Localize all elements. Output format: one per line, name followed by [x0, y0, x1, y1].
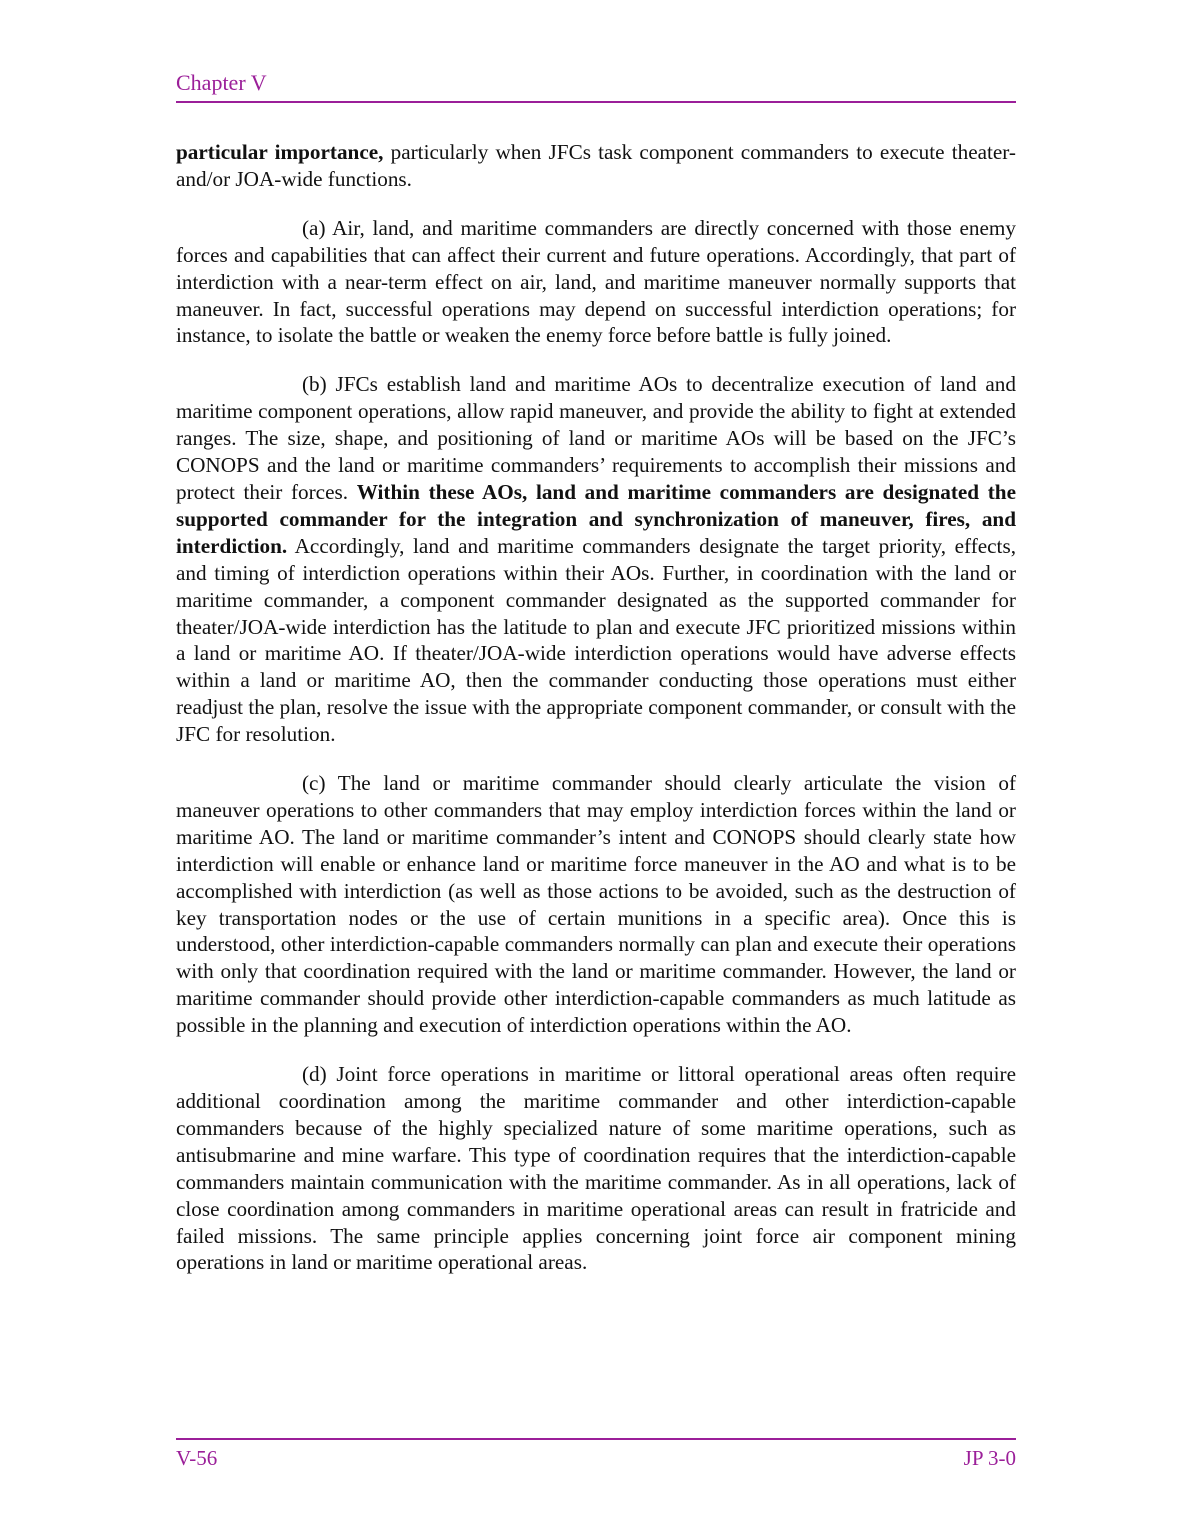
publication-id: JP 3-0 [963, 1446, 1016, 1470]
intro-text: particularly when JFCs task component commanders to execute theater- and/or JOA-wide functions. [176, 140, 1016, 191]
chapter-header: Chapter V [176, 70, 267, 95]
paragraph-c: (c) The land or maritime commander should clearly articulate the vision of maneuver operations to other commanders that may employ interdiction forces within the land or maritime AO. The land or maritime commander’s intent and CONOPS should clearly state how interdiction will enable or enhance land or maritime force maneuver in the AO and what is to be accomplished with interdiction (as well as those actions to be avoided, such as the destruction of key transportation nodes or the use of certain munitions in a specific area). Once this is understood, other interdiction-capable commanders normally can plan and execute their operations with only that coordination required with the land or maritime commander. However, the land or maritime commander should provide other interdiction-capable commanders as much latitude as possible in the planning and execution of interdiction operations within the AO. [176, 771, 1016, 1038]
paragraph-a: (a) Air, land, and maritime commanders are directly concerned with those enemy forces and capabilities that can affect their current and future operations. Accordingly, that part of interdiction with a near-term effect on air, land, and maritime maneuver normally supports that maneuver. In fact, successful operations may depend on successful interdiction operations; for instance, to isolate the battle or weaken the enemy force before battle is fully joined. [176, 215, 1016, 348]
intro-bold-text: particular importance, [176, 140, 384, 164]
footer-rule [176, 1438, 1016, 1440]
body-text [176, 139, 1016, 1298]
paragraph-d: (d) Joint force operations in maritime or littoral operational areas often require additional coordination among the maritime commander and other interdiction-capable commanders because of the highly specialized nature of some maritime operations, such as antisubmarine and mine warfare. This type of coordination requires that the interdiction-capable commanders maintain communication with the maritime commander. As in all operations, lack of close coordination among commanders in maritime operational areas can result in fratricide and failed missions. The same principle applies concerning joint force air component mining operations in land or maritime operational areas. [176, 1062, 1016, 1275]
intro-paragraph [176, 139, 1016, 193]
page-number: V-56 [176, 1446, 218, 1470]
paragraph-b-text-1: (b) JFCs establish land and maritime AOs to decentralize execution of land and maritime component operations, allow rapid maneuver, and provide the ability to fight at extended ranges. The size, shape, and positioning of land or maritime AOs will be based on the JFC’s CONOPS and the land or maritime commanders’ requirements to accomplish their missions and protect their forces. [176, 372, 1016, 504]
paragraph-b [176, 371, 1016, 748]
paragraph-b-text-2: Accordingly, land and maritime commanders designate the target priority, effects, and timing of interdiction operations within their AOs. Further, in coordination with the land or maritime commander, a component commander designated as the supported commander for theater/JOA-wide interdiction has the latitude to plan and execute JFC prioritized missions within a land or maritime AO. If theater/JOA-wide interdiction operations would have adverse effects within a land or maritime AO, then the commander conducting those operations must either readjust the plan, resolve the issue with the appropriate component commander, or consult with the JFC for resolution. [176, 533, 1016, 747]
header-rule [176, 101, 1016, 103]
paragraph-b-bold-text: Within these AOs, land and maritime commanders are designated the supported commander for the integration and synchronization of maneuver, fires, and interdiction. [176, 479, 1016, 558]
